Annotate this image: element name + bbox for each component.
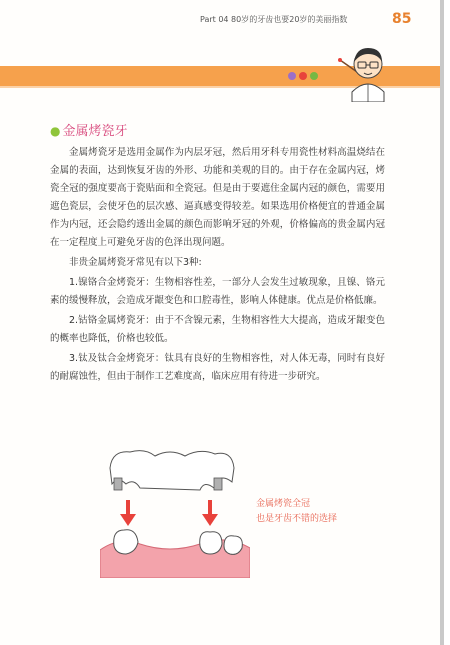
page-number: 85: [392, 11, 412, 27]
paragraph: 金属烤瓷牙是选用金属作为内层牙冠，然后用牙科专用瓷性材料高温烧结在金属的表面，达到恢复牙齿的外形、功能和美观的目的。由于存在金属内冠，烤瓷全冠的强度要高于瓷贴面和全瓷冠。但是由于要遮住金属内冠的颜色，需要用遮色瓷层，会使牙色的层次感、逼真感变得较差。如果选用价格便宜的普通金属作为内冠，还会隐约透出金属的颜色而影响牙冠的外观，价格偏高的贵金属内冠在一定程度上可避免牙齿的色泽出现问题。: [50, 147, 385, 248]
body-text: [50, 144, 385, 388]
caption-line: 也是牙齿不错的选择: [256, 514, 338, 524]
section-title-text: 金属烤瓷牙: [62, 124, 128, 139]
heart-icon: [299, 72, 307, 80]
caption-line: 金属烤瓷全冠: [256, 499, 311, 509]
flower-icon: [288, 72, 296, 80]
crown-bridge-illustration: [100, 438, 250, 578]
leaf-icon: [310, 72, 318, 80]
dentist-mascot-icon: [338, 40, 398, 102]
section-title: [50, 120, 128, 139]
paragraph: 3.钛及钛合金烤瓷牙：钛具有良好的生物相容性，对人体无毒，同时有良好的耐腐蚀性，但由于制作工艺难度高，临床应用有待进一步研究。: [50, 353, 385, 382]
paragraph: 1.镍铬合金烤瓷牙：生物相容性差，一部分人会发生过敏现象，且镍、铬元素的缓慢释放，会造成牙龈变色和口腔毒性，影响人体健康。优点是价格低廉。: [50, 277, 385, 306]
running-header: Part 04 80岁的牙齿也要20岁的美丽指数: [200, 15, 348, 24]
paragraph: 2.钴铬金属烤瓷牙：由于不含镍元素，生物相容性大大提高，造成牙龈变色的概率也降低，价格也较低。: [50, 315, 385, 344]
paragraph: 非贵金属烤瓷牙常见有以下3种:: [69, 257, 202, 268]
bullet-dot-icon: ●: [50, 124, 61, 138]
band-icons: [288, 72, 318, 80]
illustration-caption: [256, 497, 337, 527]
